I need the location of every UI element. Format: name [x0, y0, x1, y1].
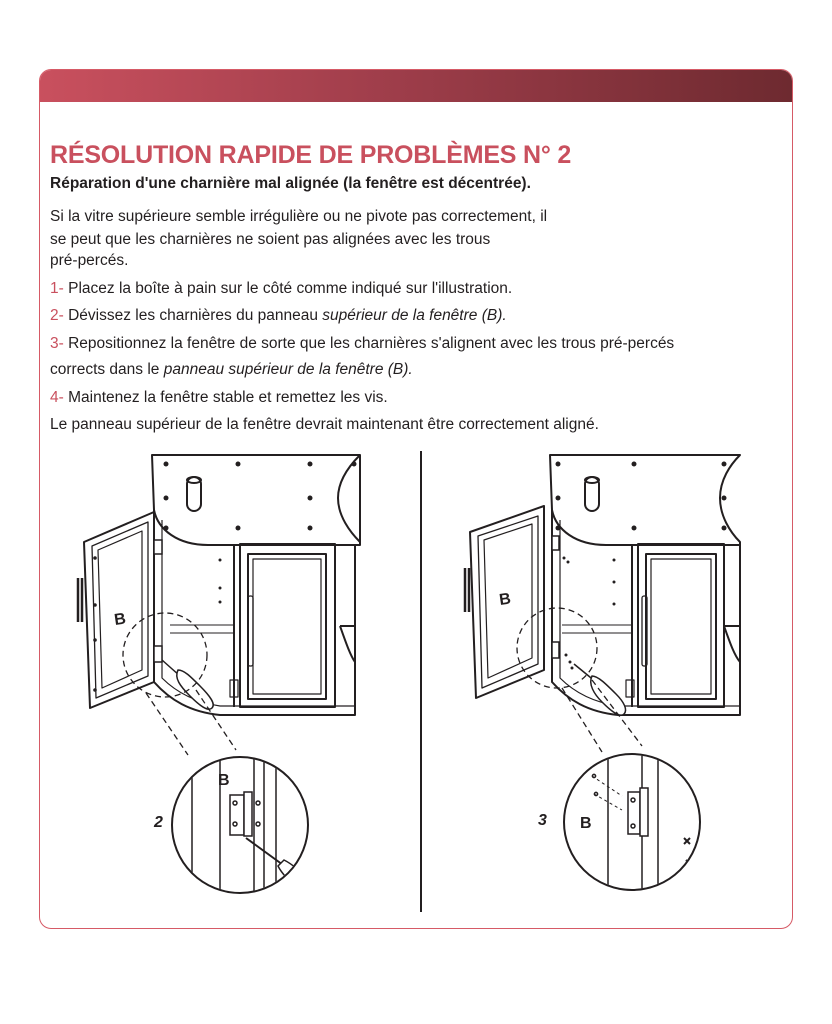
step-text: Repositionnez la fenêtre de sorte que les charnières s'alignent avec les trous pré-percés [68, 335, 675, 352]
detail-label-b: B [580, 815, 592, 832]
step-3 [50, 334, 674, 354]
step-text: corrects dans le [50, 361, 164, 378]
right-illustration [462, 450, 762, 910]
step-number: 2- [50, 307, 64, 324]
step-text: Maintenez la fenêtre stable et remettez les vis. [68, 389, 388, 406]
step-4 [50, 388, 388, 408]
step-text-italic: supérieur de la fenêtre (B). [322, 307, 507, 324]
detail-label-b: B [218, 772, 230, 789]
step-text: Placez la boîte à pain sur le côté comme indiqué sur l'illustration. [68, 280, 513, 297]
page-title: RÉSOLUTION RAPIDE DE PROBLÈMES N° 2 [50, 141, 572, 169]
step-number-label: 3 [538, 812, 547, 829]
intro-line-1: Si la vitre supérieure semble irrégulière ou ne pivote pas correctement, il [50, 208, 548, 225]
step-1 [50, 279, 512, 299]
step-text: Dévissez les charnières du panneau [68, 307, 323, 324]
step-number: 1- [50, 280, 64, 297]
step-number: 4- [50, 389, 64, 406]
header-banner [40, 70, 792, 102]
door-label-b: B [113, 610, 128, 629]
page-subtitle: Réparation d'une charnière mal alignée (la fenêtre est décentrée). [50, 175, 531, 192]
step-3-continued [50, 360, 413, 380]
intro-line-2: se peut que les charnières ne soient pas alignées avec les trous [50, 231, 491, 248]
step-number: 3- [50, 335, 64, 352]
conclusion: Le panneau supérieur de la fenêtre devrait maintenant être correctement aligné. [50, 416, 599, 433]
step-text-italic: panneau supérieur de la fenêtre (B). [163, 361, 413, 378]
left-illustration [70, 450, 370, 910]
step-number-label: 2 [154, 814, 163, 831]
intro-line-3: pré-percés. [50, 252, 129, 269]
figure-divider [420, 451, 422, 912]
door-label-b: B [498, 590, 513, 609]
step-2 [50, 306, 507, 326]
